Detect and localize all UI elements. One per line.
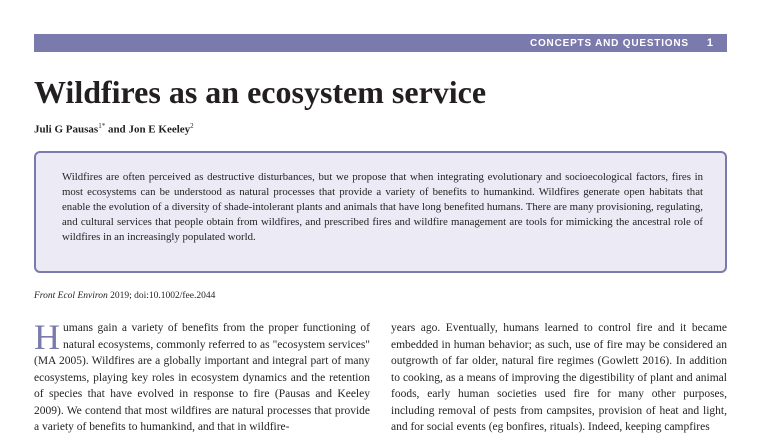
abstract-box [34, 151, 727, 273]
body-column-left [34, 317, 370, 436]
abstract-text: Wildfires are often perceived as destructive disturbances, but we propose that when integrating evolutionary and socioecological factors, fires in most ecosystems can be understood as natural processes that provide a variety of benefits to humankind. Wildfires generate open habitats that enable the evolution of a diversity of shade-intolerant plants and animals that have long benefited humans. There are many provisioning, regulating, and cultural services that people obtain from wildfires, and prescribed fires and wildfire management are tools for mimicking the ancestral role of wildfires in an increasingly populated world. [62, 171, 703, 243]
journal-name: Front Ecol Environ [34, 291, 108, 301]
body-paragraph [34, 317, 370, 436]
body-column-right [391, 320, 727, 436]
citation-details: 2019; doi:10.1002/fee.2044 [107, 291, 216, 301]
page-number: 1 [706, 37, 713, 49]
citation [34, 291, 215, 301]
drop-cap: H [34, 317, 60, 357]
article-title: Wildfires as an ecosystem service [34, 74, 487, 110]
body-text-left: umans gain a variety of benefits from the proper functioning of natural ecosystems, commonly referred to as "ecosystem services" (MA 2005). Wildfires are a globally important and integral part of many ecosystems, playing key roles in ecosystem dynamics and the retention of species that have evolved in response to fire (Pausas and Keeley 2009). We contend that most wildfires are natural processes that provide a variety of benefits to humankind, and that in wildfire- [34, 322, 370, 433]
author-name: Juli G Pausas [34, 123, 99, 136]
affiliation-marker: 2 [190, 122, 194, 130]
affiliation-marker: 1* [98, 122, 106, 130]
section-label: CONCEPTS AND QUESTIONS [529, 37, 689, 49]
body-paragraph: years ago. Eventually, humans learned to control fire and it became embedded in human behavior; as such, use of fire may be considered an outgrowth of far older, natural fire regimes (Gowlett 2016). In addition to cooking, as a means of improving the digestibility of plant and animal foods, early human societies used fire for many other purposes, including removal of pests from campsites, provision of heat and light, and for social events (eg bonfires, rituals). Indeed, keeping campfires [391, 322, 727, 433]
section-header-bar [34, 34, 727, 52]
author-joiner: and [105, 123, 129, 136]
author-list [34, 122, 194, 136]
author-name: Jon E Keeley [128, 123, 191, 136]
